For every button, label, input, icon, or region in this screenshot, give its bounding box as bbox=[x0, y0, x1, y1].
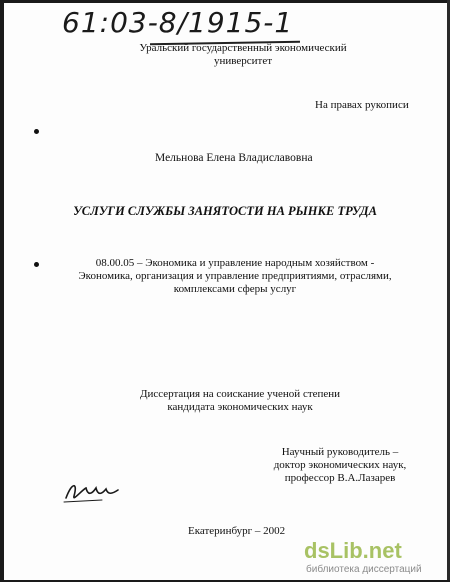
degree-line-1: Диссертация на соискание ученой степени bbox=[139, 388, 341, 400]
university-name bbox=[138, 42, 348, 68]
city-and-year: Екатеринбург – 2002 bbox=[188, 525, 286, 537]
scan-border-left bbox=[0, 0, 4, 582]
advisor-line-2: доктор экономических наук, bbox=[273, 459, 407, 471]
advisor-line-3: профессор В.А.Лазарев bbox=[284, 472, 396, 484]
university-line-1: Уральский государственный экономический bbox=[139, 42, 347, 54]
dslib-logo: dsLib.net bbox=[304, 538, 402, 563]
specialty-line-2: Экономика, организация и управление предприятиями, отраслями, bbox=[78, 270, 392, 282]
specialty-block bbox=[70, 257, 400, 296]
degree-statement bbox=[135, 388, 345, 414]
degree-line-2: кандидата экономических наук bbox=[167, 401, 313, 413]
handwritten-catalog-code: 61:03-8/1915-1 bbox=[62, 6, 294, 39]
specialty-line-1: 08.00.05 – Экономика и управление народным хозяйством - bbox=[95, 257, 375, 269]
rights-note: На правах рукописи bbox=[315, 99, 409, 111]
margin-dot bbox=[34, 262, 39, 267]
scan-border-top bbox=[0, 0, 450, 3]
scientific-advisor bbox=[240, 446, 440, 485]
university-line-2: университет bbox=[213, 55, 273, 67]
dissertation-title: УСЛУГИ СЛУЖБЫ ЗАНЯТОСТИ НА РЫНКЕ ТРУДА bbox=[73, 204, 377, 218]
specialty-line-3: комплексами сферы услуг bbox=[173, 283, 297, 295]
advisor-line-1: Научный руководитель – bbox=[281, 446, 399, 458]
dslib-subtitle: библиотека диссертаций bbox=[306, 564, 422, 575]
margin-dot bbox=[34, 129, 39, 134]
handwritten-signature bbox=[62, 476, 122, 506]
author-name: Мельнова Елена Владиславовна bbox=[155, 152, 313, 164]
dslib-watermark bbox=[304, 538, 444, 578]
